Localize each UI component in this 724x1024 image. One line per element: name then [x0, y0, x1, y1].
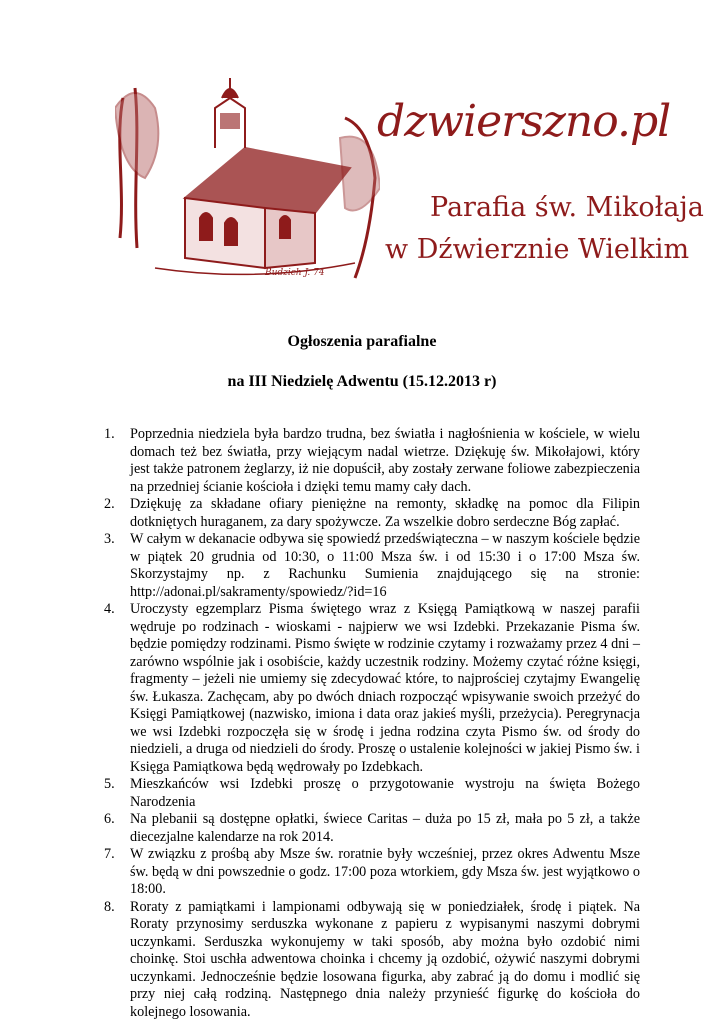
list-item: 4. Uroczysty egzemplarz Pisma świętego wraz z Księgą Pamiątkową w naszej parafii wędruje po rodzinach - wioskami - najpierw we wsi Izdebki. Przekazanie Pisma św. będzie pomiędzy rodzinami. Pismo święte w rodzinie czytamy i rozważamy przez 4 dni – zarówno wspólnie jak i osobiście, każdy uczestnik rodziny. Możemy czytać różne księgi, fragmenty – jeżeli nie umiemy się zdecydować które, to najprościej czytajmy Ewangelię św. Łukasza. Zachęcam, aby po dwóch dniach rozpocząć wpisywanie swoich przeżyć do Księgi Pamiątkowej (nazwisko, imiona i data oraz jakieś myśli, przeżycia). Peregrynacja we wsi Izdebki rozpoczęła się w środę i jedna rodzina czyta Pismo św. od środy do niedzieli, a druga od niedzieli do środy. Proszę o ustalenie kolejności w jakiej Pismo św. i Księga Pamiątkowa będą wędrowały po Izdebkach. [104, 601, 640, 775]
list-item: 7. W związku z prośbą aby Msze św. roratnie były wcześniej, przez okres Adwentu Msze św. będą w dni powszednie o godz. 17:00 poza wtorkiem, gdy Msza św. jest wyjątkowo o 18:00. [104, 846, 640, 897]
list-item: 2. Dziękuję za składane ofiary pieniężne na remonty, składkę na pomoc dla Filipin dotkniętych huraganem, za dary spożywcze. Za wszelkie dobro serdeczne Bóg zapłać. [104, 496, 640, 530]
list-item: 3. W całym w dekanacie odbywa się spowiedź przedświąteczna – w naszym kościele będzie w piątek 20 grudnia od 10:30, o 11:00 Msza św. i od 15:30 i o 17:00 Msza św. Skorzystajmy np. z Rachunku Sumienia znajdującego się na stronie: http://adonai.pl/sakramenty/spowiedz/?id=16 [104, 531, 640, 600]
list-item: 1. Poprzednia niedziela była bardzo trudna, bez światła i nagłośnienia w kościele, w wielu domach też bez światła, przy wiejącym nadal wietrze. Dziękuję św. Mikołajowi, który jest także patronem żeglarzy, iż nie dopuścił, aby zostały zerwane foliowe zabezpieczenia na przedniej ścianie kościoła i dzięki temu mamy cały dach. [104, 426, 640, 495]
site-logo: dzwierszno.pl [377, 96, 671, 147]
announcement-text: Uroczysty egzemplarz Pisma świętego wraz z Księgą Pamiątkową w naszej parafii wędruje po rodzinach - wioskami - najpierw we wsi Izdebki. Przekazanie Pisma św. będzie pomiędzy rodzinami. Pismo święte w rodzinie czytamy i rozważamy przez 4 dni – zarówno wspólnie jak i osobiście, każdy uczestnik rodziny. Możemy czytać różne księgi, fragmenty – jeżeli nie umiemy się zdecydować które, to najprościej czytajmy Ewangelię św. Łukasza. Zachęcam, aby po dwóch dniach rozpocząć wpisywanie swoich przeżyć do Księgi Pamiątkowej (nazwisko, imiona i data oraz jakieś myśli, przeżycia). Peregrynacja we wsi Izdebki rozpoczęła się w środę i jedna rodzina czyta Pismo św. od środy do niedzieli, a druga od niedzieli do środy. Proszę o ustalenie kolejności w jakiej Pismo św. i Księga Pamiątkowa będą wędrowały po Izdebkach. [130, 601, 640, 775]
list-item: 5. Mieszkańców wsi Izdebki proszę o przygotowanie wystroju na święta Bożego Narodzenia [104, 776, 640, 810]
parish-name-line1: Parafia św. Mikołaja [430, 192, 704, 223]
announcement-text: Roraty z pamiątkami i lampionami odbywają się w poniedziałek, środę i piątek. Na Roraty przynosimy serduszka wykonane z papieru z wypisanymi naszymi dobrymi uczynkami. Serduszka wykonujemy w taki sposób, aby można było ozdobić nimi choinkę. Stoi uschła adwentowa choinka i chcemy ją ozdobić, ożywić naszymi dobrymi uczynkami. Jednocześnie będzie losowana figurka, aby zabrać ją do domu i modlić się przy niej całą rodziną. Następnego dnia należy przynieść figurkę do kościoła do kolejnego losowania. [130, 898, 640, 1020]
document-title: Ogłoszenia parafialne [287, 333, 437, 350]
signature: Budzich J. 74 [265, 268, 325, 278]
parish-header [115, 78, 704, 283]
announcement-text: Mieszkańców wsi Izdebki proszę o przygotowanie wystroju na święta Bożego Narodzenia [130, 776, 640, 810]
announcement-text: Dziękuję za składane ofiary pieniężne na remonty, składkę na pomoc dla Filipin dotkniętych huraganem, za dary spożywcze. Za wszelkie dobro serdeczne Bóg zapłać. [130, 496, 640, 530]
announcements-list [104, 426, 640, 1021]
list-item: 8. Roraty z pamiątkami i lampionami odbywają się w poniedziałek, środę i piątek. Na Roraty przynosimy serduszka wykonane z papieru z wypisanymi naszymi dobrymi uczynkami. Serduszka wykonujemy w taki sposób, aby można było ozdobić nimi choinkę. Stoi uschła adwentowa choinka i chcemy ją ozdobić, ożywić naszymi dobrymi uczynkami. Jednocześnie będzie losowana figurka, aby zabrać ją do domu i modlić się przy niej całą rodziną. Następnego dnia należy przynieść figurkę do kościoła do kolejnego losowania. [104, 898, 640, 1020]
document-subtitle: na III Niedzielę Adwentu (15.12.2013 r) [227, 373, 497, 390]
parish-name-line2: w Dźwierznie Wielkim [385, 234, 690, 265]
announcement-text: W całym w dekanacie odbywa się spowiedź przedświąteczna – w naszym kościele będzie w piątek 20 grudnia od 10:30, o 11:00 Msza św. i od 15:30 i o 17:00 Msza św. Skorzystajmy np. z Rachunku Sumienia znajdującego się na stronie: http://adonai.pl/sakramenty/spowiedz/?id=16 [130, 531, 640, 600]
announcement-text: Na plebanii są dostępne opłatki, świece Caritas – duża po 15 zł, mała po 5 zł, a także diecezjalne kalendarze na rok 2014. [130, 811, 640, 845]
list-item: 6. Na plebanii są dostępne opłatki, świece Caritas – duża po 15 zł, mała po 5 zł, a także diecezjalne kalendarze na rok 2014. [104, 811, 640, 845]
announcement-text: W związku z prośbą aby Msze św. roratnie były wcześniej, przez okres Adwentu Msze św. będą w dni powszednie o godz. 17:00 poza wtorkiem, gdy Msza św. jest wyjątkowo o 18:00. [130, 846, 640, 897]
church-drawing-icon [115, 78, 380, 283]
announcement-text: Poprzednia niedziela była bardzo trudna, bez światła i nagłośnienia w kościele, w wielu domach też bez światła, przy wiejącym nadal wietrze. Dziękuję św. Mikołajowi, który jest także patronem żeglarzy, iż nie dopuścił, aby zostały zerwane foliowe zabezpieczenia na przedniej ścianie kościoła i dzięki temu mamy cały dach. [130, 426, 640, 495]
